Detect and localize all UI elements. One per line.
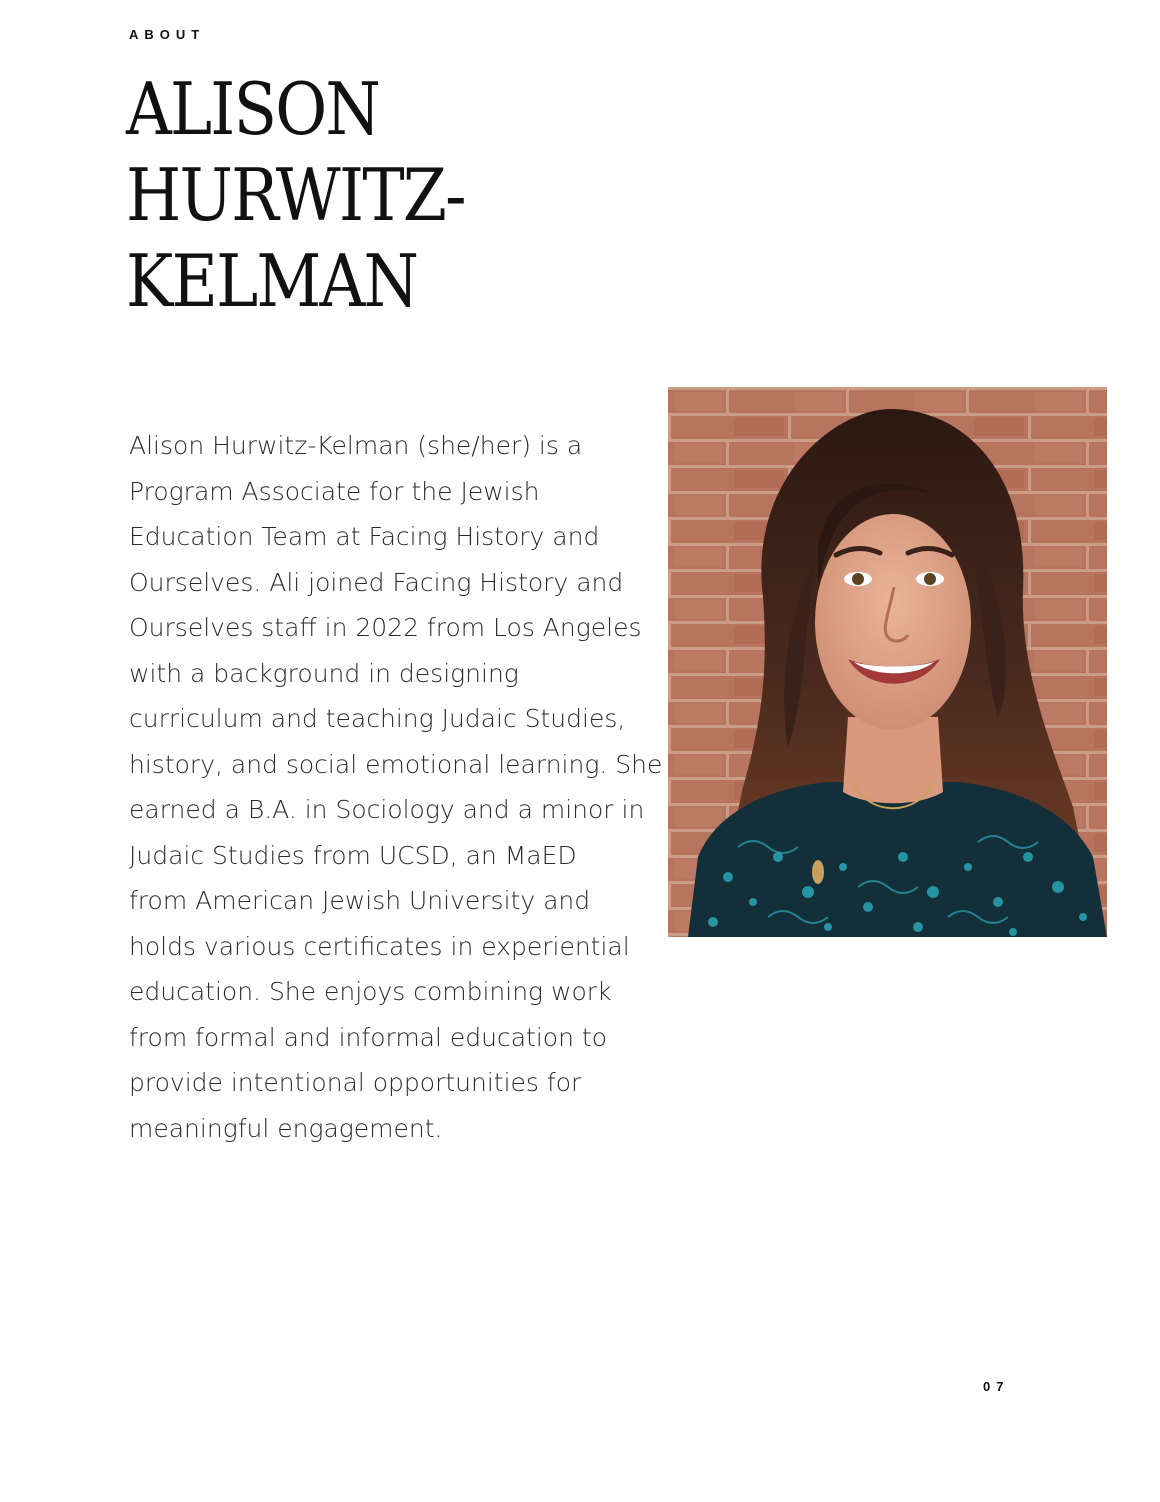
bio-paragraph — [129, 423, 663, 1151]
section-label: ABOUT — [129, 27, 206, 42]
bio-line: meaningful engagement. — [129, 1113, 443, 1143]
bio-line: holds various certificates in experiential — [129, 931, 630, 961]
page-number: 07 — [983, 1379, 1010, 1394]
title-line: ALISON — [126, 67, 380, 151]
bio-line: Education Team at Facing History and — [129, 522, 600, 551]
bio-line: from American Jewish University and — [129, 886, 591, 915]
bio-line: Ourselves. Ali joined Facing History and — [129, 567, 624, 597]
portrait-photo-icon — [668, 387, 1107, 937]
bio-line: Ourselves staff in 2022 from Los Angeles — [129, 613, 642, 642]
bio-line: with a background in designing — [129, 658, 519, 688]
bio-line: Alison Hurwitz-Kelman (she/her) is a — [129, 431, 583, 460]
bio-line: education. She enjoys combining work — [129, 977, 612, 1006]
title-line: KELMAN — [126, 239, 418, 323]
portrait-photo — [668, 387, 1107, 937]
bio-line: Program Associate for the Jewish — [129, 476, 540, 506]
page-title — [126, 66, 465, 324]
bio-line: Judaic Studies from UCSD, an MaED — [129, 840, 577, 870]
bio-line: history, and social emotional learning. She — [129, 749, 663, 779]
bio-line: provide intentional opportunities for — [129, 1068, 582, 1097]
bio-line: from formal and informal education to — [129, 1022, 607, 1052]
bio-line: curriculum and teaching Judaic Studies, — [129, 704, 626, 733]
bio-line: earned a B.A. in Sociology and a minor in — [129, 795, 645, 824]
title-line: HURWITZ- — [126, 153, 465, 237]
